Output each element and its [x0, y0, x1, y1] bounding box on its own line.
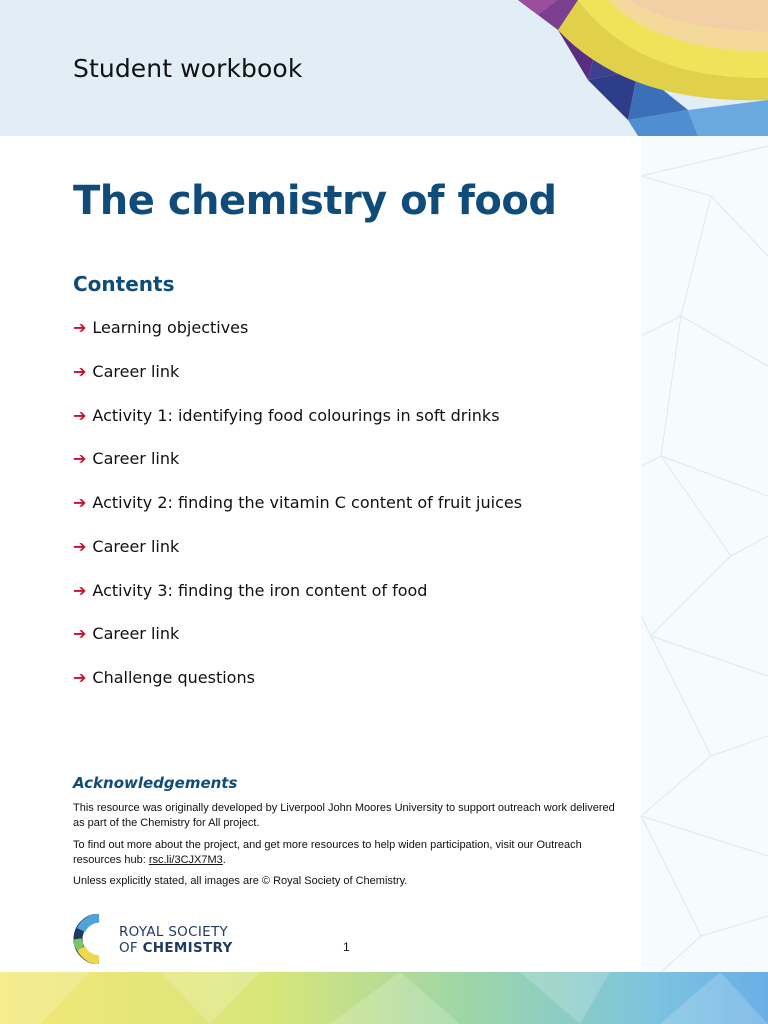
contents-item[interactable]: [73, 493, 522, 537]
contents-item-label: Career link: [92, 624, 180, 644]
footer-decoration: [0, 972, 768, 1024]
page-number: 1: [343, 940, 350, 954]
acknowledgements-paragraph: Unless explicitly stated, all images are © Royal Society of Chemistry.: [73, 875, 408, 887]
arrow-right-icon: ➔: [73, 318, 87, 337]
contents-item-label: Activity 3: finding the iron content of food: [92, 580, 428, 600]
logo-line-2: [119, 940, 233, 956]
side-pattern-decoration: [641, 136, 768, 972]
acknowledgements-heading: Acknowledgements: [73, 774, 238, 792]
acknowledgements-paragraph: This resource was originally developed by Liverpool John Moores University to support outreach work delivered as part of the Chemistry for All project.: [73, 802, 615, 829]
logo-line-1: ROYAL SOCIETY: [119, 924, 229, 940]
contents-item[interactable]: [73, 581, 522, 625]
arrow-right-icon: ➔: [73, 668, 87, 687]
document-title: The chemistry of food: [73, 178, 557, 224]
arrow-right-icon: ➔: [73, 405, 87, 425]
contents-item-label: Career link: [92, 361, 180, 381]
contents-list: [73, 318, 522, 712]
corner-decoration: [518, 0, 768, 136]
contents-item-label: Career link: [92, 536, 180, 556]
rsc-logo-text: [119, 924, 233, 956]
arrow-right-icon: ➔: [73, 493, 87, 512]
contents-item-label: Activity 2: finding the vitamin C content of fruit juices: [92, 493, 523, 512]
contents-item-label: Activity 1: identifying food colourings in soft drinks: [92, 405, 500, 425]
logo-bold: CHEMISTRY: [142, 940, 233, 956]
contents-item-label: Career link: [92, 449, 180, 469]
contents-item-label: Challenge questions: [92, 668, 255, 687]
arrow-right-icon: ➔: [73, 449, 87, 469]
arrow-right-icon: ➔: [73, 361, 87, 381]
logo-prefix: OF: [119, 940, 143, 956]
acknowledgements-text: To find out more about the project, and get more resources to help widen participation, visit our Outreach resources hub:: [73, 839, 582, 866]
acknowledgements-text: .: [222, 854, 226, 866]
arrow-right-icon: ➔: [73, 536, 87, 556]
outreach-hub-link[interactable]: rsc.li/3CJX7M3: [148, 854, 223, 866]
contents-item[interactable]: [73, 362, 522, 406]
contents-item[interactable]: [73, 318, 522, 362]
contents-item[interactable]: [73, 624, 522, 668]
header-title: Student workbook: [73, 54, 303, 83]
contents-item[interactable]: [73, 668, 522, 712]
contents-heading: Contents: [73, 272, 175, 296]
arrow-right-icon: ➔: [73, 624, 87, 644]
contents-item-label: Learning objectives: [92, 318, 249, 337]
contents-item[interactable]: [73, 537, 522, 581]
acknowledgements-paragraph: [73, 838, 623, 868]
contents-item[interactable]: [73, 406, 522, 450]
arrow-right-icon: ➔: [73, 580, 87, 600]
contents-item[interactable]: [73, 449, 522, 493]
